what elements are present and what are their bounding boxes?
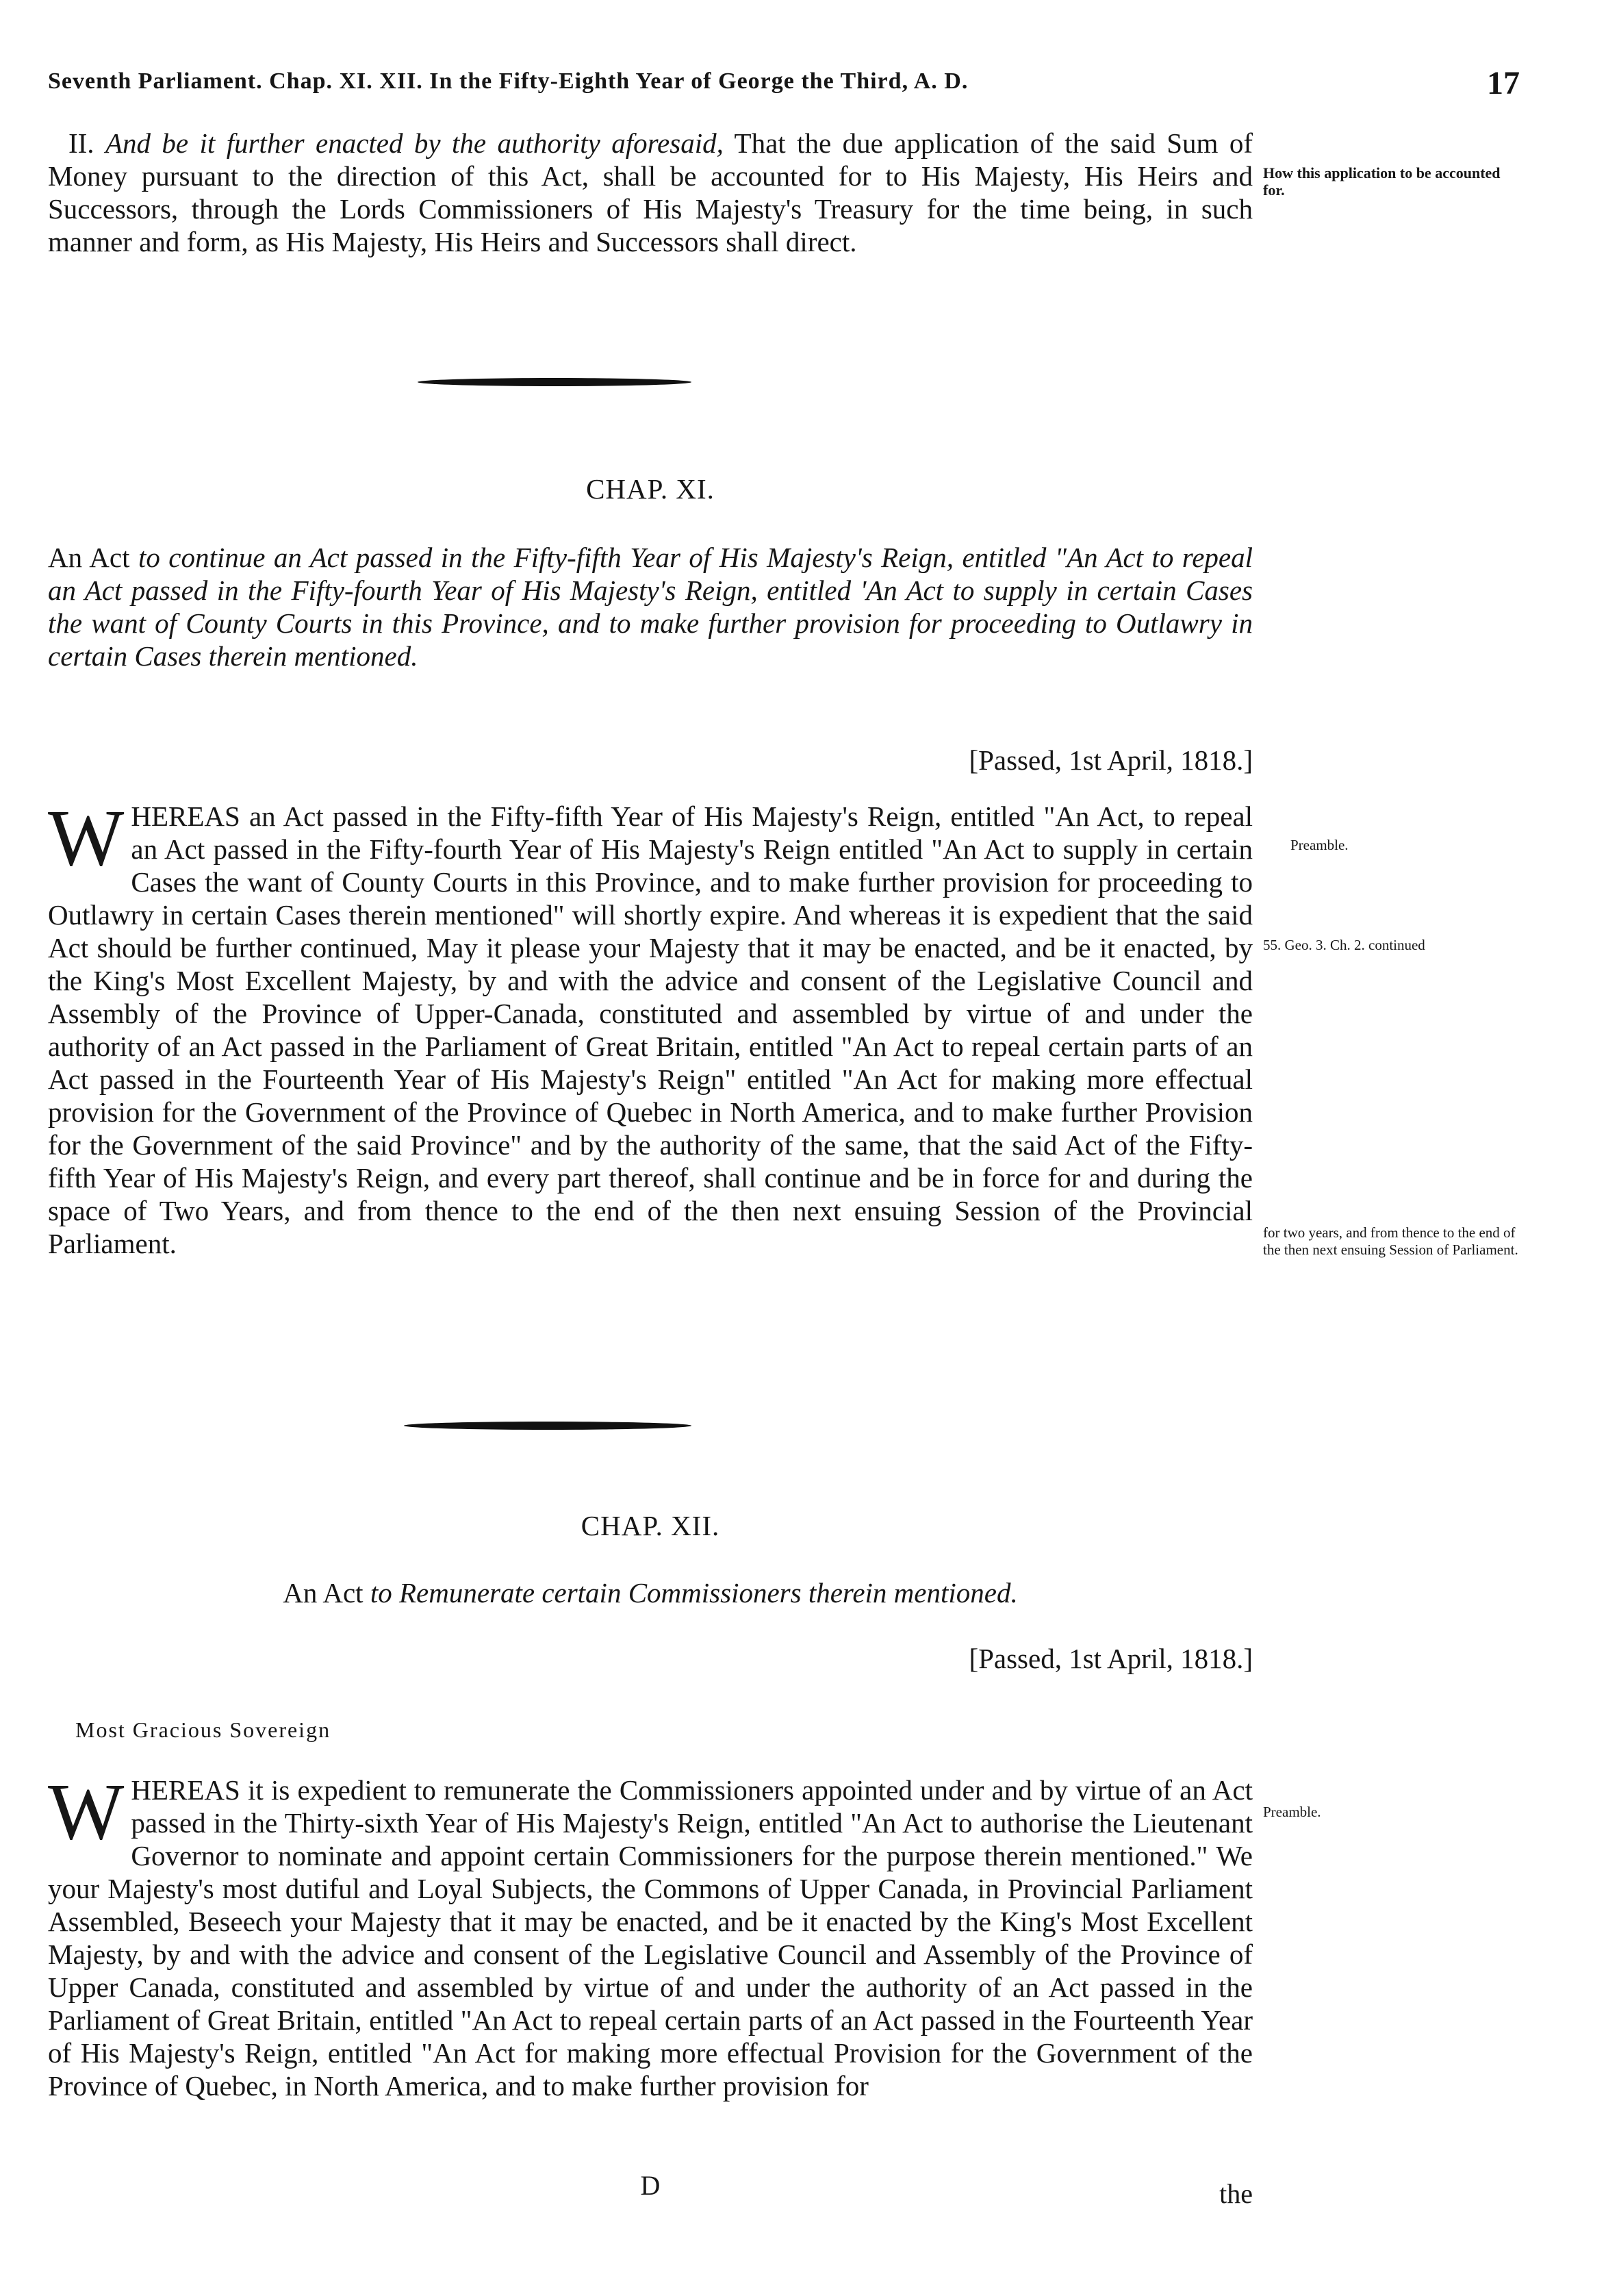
section-number: II. (68, 127, 94, 159)
margin-note-preamble-1: Preamble. (1290, 837, 1349, 853)
chap-xii-title-text: to Remunerate certain Commissioners therein mentioned. (370, 1577, 1018, 1609)
catchword: the (1219, 2178, 1253, 2209)
chap-xii-title-prefix: An Act (283, 1577, 364, 1609)
salutation: Most Gracious Sovereign (75, 1717, 331, 1742)
chap-xii-heading: CHAP. XII. (581, 1510, 720, 1541)
chap-xii-body (48, 1767, 1253, 2102)
enacting-clause: And be it further enacted by the authority aforesaid, (105, 127, 724, 159)
running-head: Seventh Parliament. Chap. XI. XII. In the Fifty-Eighth Year of George the Third, A. D. (48, 68, 969, 94)
chap-divider-rule (404, 1422, 691, 1430)
chap-xi-passed-date: [Passed, 1st April, 1818.] (969, 744, 1253, 776)
signature-mark: D (640, 2170, 661, 2201)
chap-xi-body (48, 793, 1253, 1260)
section-ii-paragraph (48, 127, 1253, 258)
chap-xii-passed-date: [Passed, 1st April, 1818.] (969, 1643, 1253, 1674)
section-divider-rule (418, 378, 691, 386)
margin-note-accounted: How this application to be accounted for. (1263, 164, 1501, 199)
chap-xi-body-text: HEREAS an Act passed in the Fifty-fifth Year of His Majesty's Reign, entitled "An Act, to repeal an Act passed in the Fifty-fourth Year of His Majesty's Reign entitled "An Act to supply in certain Cases the want of County Courts in this Province, and to make further provision for proceeding to Outlawry in certain Cases therein mentioned" will shortly expire. And whereas it is expedient that the said Act should be further continued, May it please your Majesty that it may be enacted, and be it enacted, by the King's Most Excellent Majesty, by and with the advice and consent of the Legislative Council and Assembly of the Province of Upper-Canada, constituted and assembled by virtue of and under the authority of an Act passed in the Parliament of Great Britain, entitled "An Act to repeal certain parts of an Act passed in the Fourteenth Year of His Majesty's Reign" entitled "An Act for making more effectual provision for the Government of the Province of Quebec in North America, and to make further Provision for the Government of the said Province" and by the authority of the same, that the said Act of the Fifty-fifth Year of His Majesty's Reign, and every part thereof, shall continue and be in force for and during the space of Two Years, and from thence to the end of the then next ensuing Session of the Provincial Parliament. (48, 800, 1253, 1259)
margin-note-two-years: for two years, and from thence to the end of the then next ensuing Session of Parliament. (1263, 1224, 1518, 1258)
page-number: 17 (1487, 65, 1520, 101)
chap-xi-dropcap: W (48, 793, 125, 883)
chap-xi-title (48, 541, 1253, 672)
chap-xi-heading: CHAP. XI. (586, 473, 715, 505)
chap-xi-title-prefix: An Act (48, 542, 130, 573)
section-ii-text: That the due application of the said Sum of Money pursuant to the direction of this Act, shall be accounted for to His Majesty, His Heirs and Successors, through the Lords Commissioners of His Majesty's Treasury for the time being, in such manner and form, as His Majesty, His Heirs and Successors shall direct. (48, 127, 1253, 257)
chap-xii-dropcap: W (48, 1767, 125, 1856)
chap-xi-title-text: to continue an Act passed in the Fifty-fifth Year of His Majesty's Reign, entitled "An Act to repeal an Act passed in the Fifty-fourth Year of His Majesty's Reign, entitled 'An Act to supply in certain Cases the want of County Courts in this Province, and to make further provision for proceeding to Outlawry in certain Cases therein mentioned. (48, 542, 1253, 672)
margin-note-preamble-2: Preamble. (1263, 1804, 1321, 1820)
margin-notes (1263, 0, 1520, 2296)
chap-xii-title (48, 1576, 1253, 1609)
main-text-column (48, 0, 1253, 2296)
margin-note-continued: 55. Geo. 3. Ch. 2. continued (1263, 937, 1425, 953)
chap-xii-body-text: HEREAS it is expedient to remunerate the Commissioners appointed under and by virtue of an Act passed in the Thirty-sixth Year of His Majesty's Reign, entitled "An Act to authorise the Lieutenant Governor to nominate and appoint certain Commissioners for the purpose therein mentioned." We your Majesty's most dutiful and Loyal Subjects, the Commons of Upper Canada, in Provincial Parliament Assembled, Beseech your Majesty that it may be enacted, and be it enacted by the King's Most Excellent Majesty, by and with the advice and consent of the Legislative Council and Assembly of the Province of Upper Canada, constituted and assembled by virtue of and under the authority of an Act passed in the Parliament of Great Britain, entitled "An Act to repeal certain parts of an Act passed in the Fourteenth Year of His Majesty's Reign, entitled "An Act for making more effectual Provision for the Government of the Province of Quebec, in North America, and to make further provision for (48, 1774, 1253, 2102)
